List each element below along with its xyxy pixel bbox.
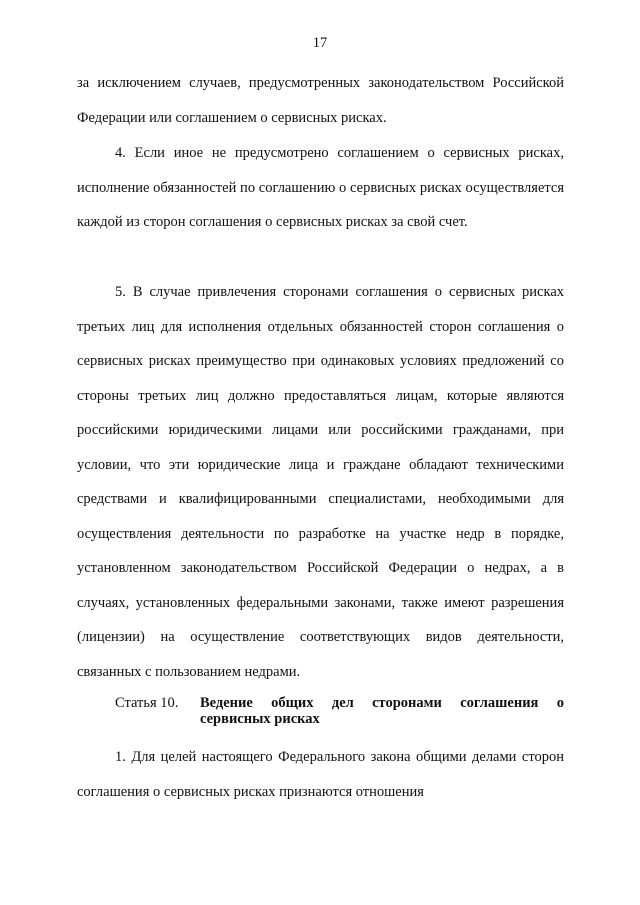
article-heading <box>77 695 564 727</box>
paragraph-item-4: 4. Если иное не предусмотрено соглашением о сервисных рисках, исполнение обязанностей по соглашению о сервисных рисках осуществляется каждой из сторон соглашения о сервисных рисках за свой счет. <box>77 145 564 230</box>
article-label: Статья 10. <box>115 695 179 711</box>
paragraph-continuation: за исключением случаев, предусмотренных законодательством Российской Федерации или соглашением о сервисных рисках. <box>77 75 564 126</box>
article-title: Ведение общих дел сторонами соглашения о сервисных рисках <box>200 695 564 727</box>
paragraph-item-5: 5. В случае привлечения сторонами соглашения о сервисных рисках третьих лиц для исполнения отдельных обязанностей сторон соглашения о сервисных рисках преимущество при одинаковых условиях предложений со стороны третьих лиц должно предоставляться лицам, которые являются российскими юридическими лицами или российскими гражданами, при условии, что эти юридические лица и граждане обладают техническими средствами и квалифицированными специалистами, необходимыми для осуществления деятельности по разработке на участке недр в порядке, установленном законодательством Российской Федерации о недрах, а в случаях, установленных федеральными законами, также имеют разрешения (лицензии) на осуществление соответствующих видов деятельности, связанных с пользованием недрами. <box>77 284 564 680</box>
paragraph-article-10-item-1: 1. Для целей настоящего Федерального закона общими делами сторон соглашения о сервисных рисках признаются отношения <box>77 749 564 800</box>
page-number: 17 <box>312 35 328 51</box>
